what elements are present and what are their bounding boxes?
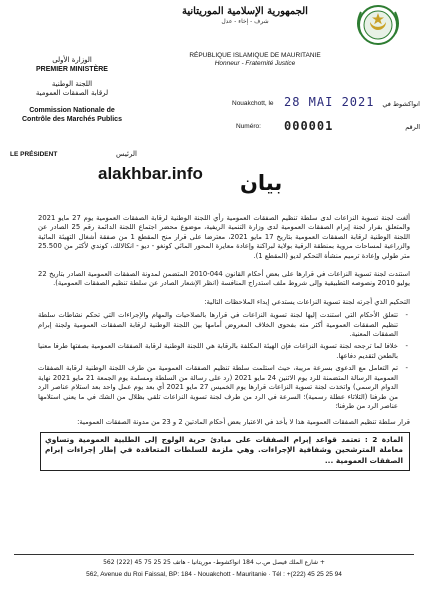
- date-stamp: 28 MAI 2021: [284, 95, 375, 109]
- paragraph-1: ألغت لجنة تسوية النزاعات لدى سلطة تنظيم الصفقات العمومية رأي اللجنة الوطنية لرقابة الصفقات العمومية يوم 27 مايو 2021 والمتعلق بقرار لجنة إبرام الصفقات العمومية لدى وزارة التنمية الريفية، موضوع محضر اجتماع اللجنة الدائمة رقم 25 الصادر عن اللجنة الوطنية لرقابة الصفقات العمومية بتاريخ 17 مايو 2021، معترضا على قرار منح المقطع 1 من صفقة أشغال التهيئة المائية والزراعية لمساحات مروية بمنطقة الرقية بولاية لبراكنة وإعادة معايرة المحور المائي كونغو - ديو - انكالالك، كوندي لأكثر من 25.500 متر طولي وإعادة ترميم منشأة التحكم لديو (المقطع 1).: [38, 214, 411, 260]
- number-label-arabic: الرقم: [405, 123, 420, 131]
- article-2-box: [40, 432, 410, 471]
- commission-french-line-2: Contrôle des Marchés Publics: [22, 116, 122, 123]
- article-label: المادة 2 :: [364, 434, 403, 444]
- header-arabic-motto: شرف - إخاء - عدل: [221, 18, 269, 25]
- number-stamp: 000001: [284, 119, 334, 133]
- paragraph-2: استندت لجنة تسوية النزاعات في قرارها على بعض أحكام القانون 044-2010 المتضمن لمدونة الصفقات العمومية الصادر بتاريخ 22 يوليو 2010 ونصوصه التطبيقية وإلى شروط ملف استدراج المنافسة (انظر الإشعار الصادر عن سلطة تنظيم الصفقات العمومية).: [38, 270, 410, 288]
- commission-arabic-line-1: اللجنة الوطنية: [51, 80, 93, 88]
- number-label: Numéro:: [236, 123, 261, 130]
- footer-address-french: 562, Avenue du Roi Faissal, BP: 184 - Nouakchott - Mauritanie · Tél : +(222) 45 25 25 94: [86, 571, 342, 578]
- document-body: [38, 214, 410, 471]
- footer-address-arabic: 562 شارع الملك فيصل ص.ب 184 انواكشوط- موريتانيا - هاتف 25 25 75 45 (222) +: [103, 559, 325, 566]
- article-text: تعتمد قواعد إبرام الصفقات على مبادئ حرية الولوج إلى الطلبية العمومية وتساوي معاملة المترشحين وشفافية الإجراءات. وهي ملزمة للسلطات المتعاقدة في إطار إجراءات إبرام الصفقات العمومية ...: [45, 434, 403, 465]
- source-watermark: alakhbar.info: [98, 164, 203, 183]
- paragraph-3-intro: التحكيم الذي أجرته لجنة تسوية النزاعات يستدعي إبداء الملاحظات التالية:: [204, 297, 410, 306]
- list-item: - تم التعامل مع الدعوى بسرعة مريبة، حيث استلمت سلطة تنظيم الصفقات العمومية من طرف اللجنة الوطنية لرقابة الصفقات العمومية الرسالة المتضمنة للرد يوم الاثنين 24 مايو 2021 (رد على رسالة من السلطة ومسلمة يوم الجمعة 21 مايو 2021 نهاية الدوام الرسمي) واتخذت لجنة تسوية النزاعات قرارها يوم الخميس 27 مايو 2021 أي بعد يوم عمل واحد بعد استلام عناصر الرد من طرفنا (الثلاثاء عطلة رسمية)؛ السرعة في الرد من طرف لجنة تسوية النزاعات تلقي بظلال من الشك في ما يعني استلامها عناصر الرد من طرفنا؛: [38, 364, 398, 411]
- commission-french-line-1: Commission Nationale de: [29, 107, 115, 114]
- commission-arabic-line-2: لرقابة الصفقات العمومية: [35, 89, 109, 97]
- date-line: [232, 97, 420, 111]
- place-label-arabic: انواكشوط في: [382, 100, 420, 108]
- header-arabic-title: الجمهورية الإسلامية الموريتانية: [182, 6, 308, 17]
- list-item: - تتعلق الأحكام التي استندت إليها لجنة تسوية النزاعات في قرارها بالصلاحيات والمهام والإجراءات التي تحكم نشاطات سلطة تنظيم الصفقات العمومية أكثر منه بفحوى الخلاف المعروض أمامها بين اللجنة الوطنية لرقابة الصفقات العمومية ولجنة إبرام الصفقات المعنية.: [38, 311, 398, 339]
- header-french-motto: Honneur - Fraternité Justice: [214, 60, 296, 67]
- president-french: LE PRÉSIDENT: [10, 151, 58, 158]
- national-emblem-icon: [337, 4, 419, 46]
- list-item: - خلافا لما ترجحه لجنة تسوية النزاعات فإن الهيئة المكلفة بالرقابة هي اللجنة الوطنية لرقابة الصفقات العمومية بصفتها طرفا معنيا بالطعن لتقديم دفاعها.: [38, 342, 398, 361]
- number-line: [232, 120, 420, 134]
- footer-divider: [14, 554, 414, 555]
- place-label: Nouakchott, le: [232, 100, 274, 107]
- ministry-french: PREMIER MINISTÈRE: [36, 66, 108, 73]
- ministry-arabic: الوزارة الأولى: [52, 56, 92, 64]
- paragraph-4-intro: قرار سلطة تنظيم الصفقات العمومية هذا لا يأخذ في الاعتبار بعض أحكام المادتين 2 و 23 من مدونة الصفقات العمومية:: [77, 418, 410, 427]
- issuer-block: [8, 56, 136, 124]
- observations-list: [38, 311, 410, 411]
- document-title: بيان: [240, 171, 283, 195]
- president-arabic: الرئيس: [116, 150, 137, 158]
- header-french-title: RÉPUBLIQUE ISLAMIQUE DE MAURITANIE: [189, 52, 321, 59]
